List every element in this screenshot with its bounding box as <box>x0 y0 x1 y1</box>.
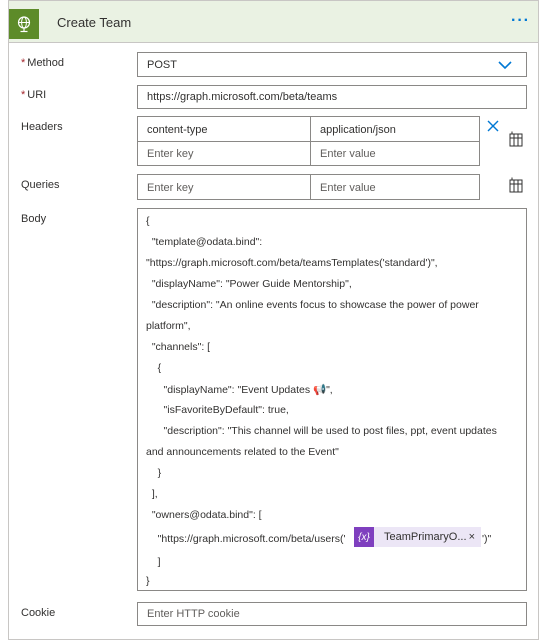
query-value-input[interactable]: Enter value <box>320 181 376 194</box>
cookie-input[interactable]: Enter HTTP cookie <box>137 602 527 626</box>
body-line: "owners@odata.bind": [ <box>146 509 262 521</box>
body-line: { <box>146 215 150 227</box>
body-line: platform", <box>146 320 191 332</box>
table-icon[interactable] <box>509 177 523 193</box>
header-key-input[interactable]: content-type <box>147 123 208 136</box>
variable-icon: {x} <box>354 527 374 547</box>
globe-icon <box>9 9 39 39</box>
required-mark: * <box>21 89 26 101</box>
body-line: "isFavoriteByDefault": true, <box>146 404 289 416</box>
more-icon[interactable]: ··· <box>511 12 530 29</box>
body-line: "https://graph.microsoft.com/beta/teamsTemplates('standard')", <box>146 257 438 269</box>
method-value: POST <box>147 58 177 71</box>
body-line: } <box>146 575 150 587</box>
table-icon[interactable] <box>509 131 523 147</box>
body-line: "channels": [ <box>146 341 211 353</box>
method-select[interactable] <box>137 52 527 77</box>
create-team-card <box>8 0 539 640</box>
required-mark: * <box>21 57 26 69</box>
body-line: and announcements related to the Event" <box>146 446 339 458</box>
queries-label: Queries <box>21 179 60 191</box>
headers-table <box>137 116 480 166</box>
queries-table <box>137 174 480 200</box>
body-line: "description": "This channel will be used to post files, ppt, event updates <box>146 425 497 437</box>
body-line: ], <box>146 488 158 500</box>
chevron-down-icon <box>498 60 512 70</box>
close-icon[interactable] <box>487 120 499 132</box>
action-title: Create Team <box>57 15 132 30</box>
body-line: "description": "An online events focus to showcase the power of power <box>146 299 479 311</box>
header-value-input[interactable]: Enter value <box>320 147 376 160</box>
headers-label: Headers <box>21 121 63 133</box>
body-line: } <box>146 467 162 479</box>
close-icon[interactable]: × <box>468 531 475 543</box>
body-line: "displayName": "Event Updates 📢", <box>146 384 333 396</box>
body-line: { <box>146 362 162 374</box>
header-value-input[interactable]: application/json <box>320 123 396 136</box>
cookie-label: Cookie <box>21 607 56 619</box>
dynamic-content-token[interactable] <box>354 527 481 547</box>
body-line: ] <box>146 556 161 568</box>
uri-label: * URI <box>21 89 47 101</box>
body-line: "https://graph.microsoft.com/beta/users(' <box>146 533 346 545</box>
body-line: "displayName": "Power Guide Mentorship", <box>146 278 352 290</box>
token-label: TeamPrimaryO... <box>384 531 467 543</box>
body-label: Body <box>21 213 47 225</box>
query-key-input[interactable]: Enter key <box>147 181 194 194</box>
method-label: * Method <box>21 57 64 69</box>
uri-value: https://graph.microsoft.com/beta/teams <box>147 91 338 103</box>
body-editor[interactable] <box>137 208 527 591</box>
uri-input[interactable] <box>137 85 527 109</box>
header-key-input[interactable]: Enter key <box>147 147 194 160</box>
body-line: "template@odata.bind": <box>146 236 263 248</box>
body-line: ')" <box>482 533 492 545</box>
action-header[interactable] <box>9 1 538 43</box>
